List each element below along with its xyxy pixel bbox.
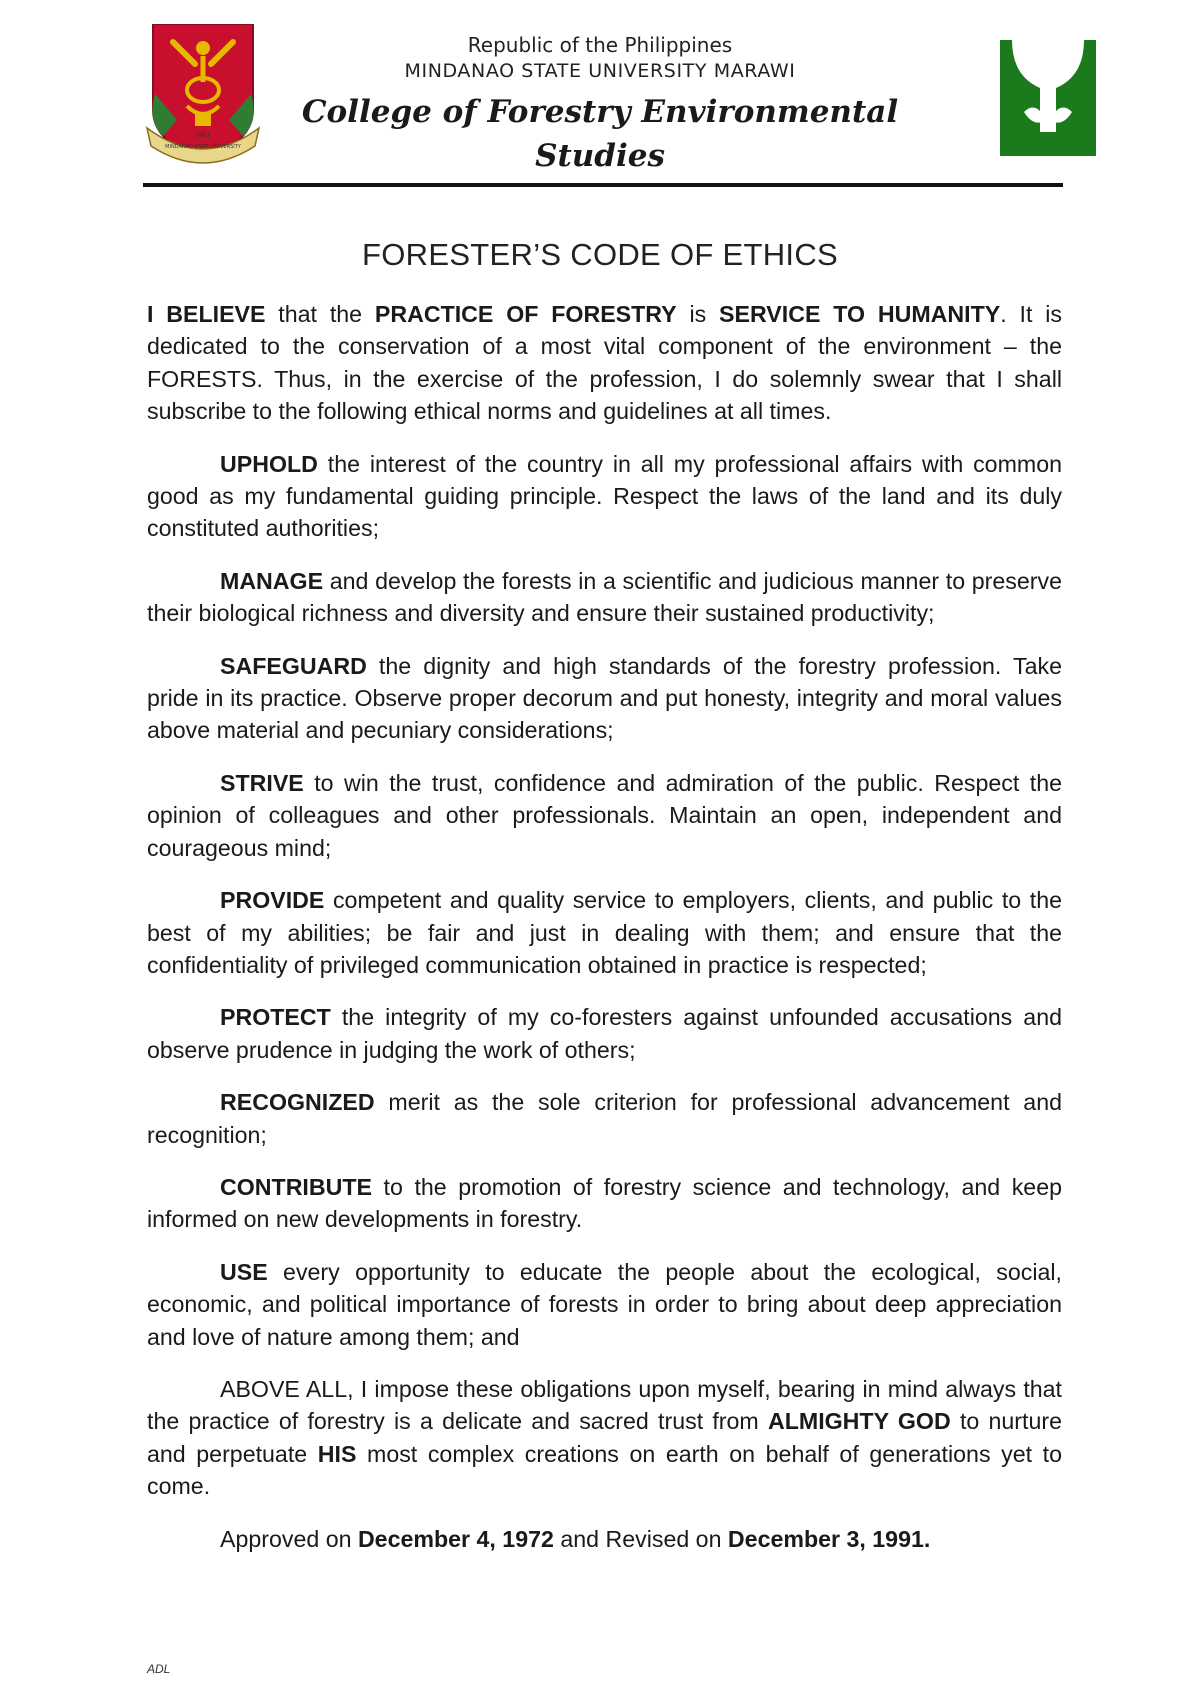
principle-paragraph bbox=[147, 884, 1062, 981]
preamble-text: that the bbox=[265, 301, 375, 327]
above-all-text: to nurture and perpetuate bbox=[147, 1408, 1062, 1467]
header-divider bbox=[143, 183, 1063, 187]
principle-keyword: CONTRIBUTE bbox=[220, 1173, 372, 1200]
footer-initials: ADL bbox=[147, 1662, 171, 1676]
college-name: College of Forestry Environmental Studies bbox=[301, 94, 899, 174]
document-title: FORESTER’S CODE OF ETHICS bbox=[362, 237, 838, 272]
principle-paragraph bbox=[147, 448, 1062, 545]
principle-keyword: MANAGE bbox=[220, 567, 324, 594]
above-all-text: ABOVE ALL, I impose these obligations upon myself, bearing in mind always that the practice of forestry is a delicate and sacred trust from bbox=[147, 1375, 1062, 1435]
preamble-paragraph bbox=[147, 298, 1062, 428]
principle-text: the interest of the country in all my professional affairs with common good as my fundamental guiding principle. Respect the laws of the land and its duly constituted authorities; bbox=[147, 450, 1062, 542]
principle-paragraph bbox=[147, 1086, 1062, 1151]
approval-text: and Revised on bbox=[553, 1525, 728, 1552]
principle-text: merit as the sole criterion for professional advancement and recognition; bbox=[147, 1089, 1062, 1148]
seal-year: 1961 bbox=[195, 132, 211, 139]
above-all-paragraph bbox=[147, 1373, 1062, 1503]
principle-text: to the promotion of forestry science and technology, and keep informed on new developments in forestry. bbox=[147, 1173, 1062, 1233]
above-all-bold: HIS bbox=[317, 1440, 357, 1467]
principle-text: every opportunity to educate the people about the ecological, social, economic, and political importance of forests in order to bring about deep appreciation and love of nature among them; and bbox=[147, 1258, 1062, 1350]
approval-text: Approved on bbox=[220, 1525, 358, 1552]
principle-paragraph bbox=[147, 1171, 1062, 1236]
principle-keyword: SAFEGUARD bbox=[220, 652, 367, 679]
principle-paragraph bbox=[147, 1256, 1062, 1353]
university-name: MINDANAO STATE UNIVERSITY MARAWI bbox=[404, 60, 796, 82]
principle-text: competent and quality service to employers, clients, and public to the best of my abilities; be fair and just in dealing with them; and ensure that the confidentiality of privileged communication obtained in practice is respected; bbox=[147, 887, 1062, 978]
letterhead-text bbox=[280, 32, 920, 178]
principle-keyword: USE bbox=[220, 1258, 268, 1285]
principle-keyword: UPHOLD bbox=[220, 450, 318, 477]
principle-text: the integrity of my co-foresters against unfounded accusations and observe prudence in judging the work of others; bbox=[147, 1004, 1062, 1063]
approval-line bbox=[147, 1523, 1062, 1555]
approval-date: December 4, 1972 bbox=[357, 1525, 554, 1552]
principle-paragraph bbox=[147, 1001, 1062, 1066]
preamble-bold: PRACTICE OF FORESTRY bbox=[374, 301, 677, 327]
letterhead bbox=[0, 0, 1200, 190]
principle-paragraph bbox=[147, 767, 1062, 864]
principle-paragraph bbox=[147, 565, 1062, 630]
republic-line: Republic of the Philippines bbox=[467, 33, 733, 57]
principle-text: the dignity and high standards of the forestry profession. Take pride in its practice. Observe proper decorum and put honesty, integrity and moral values above material and pecuniary considerations; bbox=[147, 652, 1062, 744]
above-all-bold: ALMIGHTY GOD bbox=[767, 1408, 951, 1435]
forestry-leaf-logo-icon bbox=[1000, 40, 1096, 156]
principle-paragraph bbox=[147, 650, 1062, 747]
principle-text: and develop the forests in a scientific and judicious manner to preserve their biological richness and diversity and ensure their sustained productivity; bbox=[147, 567, 1062, 627]
preamble-text: is bbox=[676, 301, 720, 327]
above-all-text: most complex creations on earth on behalf of generations yet to come. bbox=[147, 1440, 1062, 1500]
preamble-bold: SERVICE TO HUMANITY bbox=[719, 301, 1001, 327]
principle-keyword: PROVIDE bbox=[220, 887, 325, 914]
principle-text: to win the trust, confidence and admiration of the public. Respect the opinion of colleagues and other professionals. Maintain an open, independent and courageous mind; bbox=[147, 769, 1062, 861]
principle-keyword: PROTECT bbox=[220, 1004, 331, 1031]
preamble-bold: I BELIEVE bbox=[147, 301, 266, 327]
revision-date: December 3, 1991. bbox=[727, 1525, 931, 1552]
preamble-text: . It is dedicated to the conservation of a most vital component of the environment – the FORESTS. Thus, in the exercise of the profession, I do solemnly swear that I shall subscribe to the following ethical norms and guidelines at all times. bbox=[147, 301, 1062, 425]
document-body bbox=[147, 298, 1062, 1575]
msu-seal-icon bbox=[143, 24, 263, 164]
principle-keyword: STRIVE bbox=[220, 769, 304, 796]
seal-ribbon-text: MINDANAO STATE UNIVERSITY bbox=[165, 144, 241, 150]
principle-keyword: RECOGNIZED bbox=[220, 1089, 375, 1116]
